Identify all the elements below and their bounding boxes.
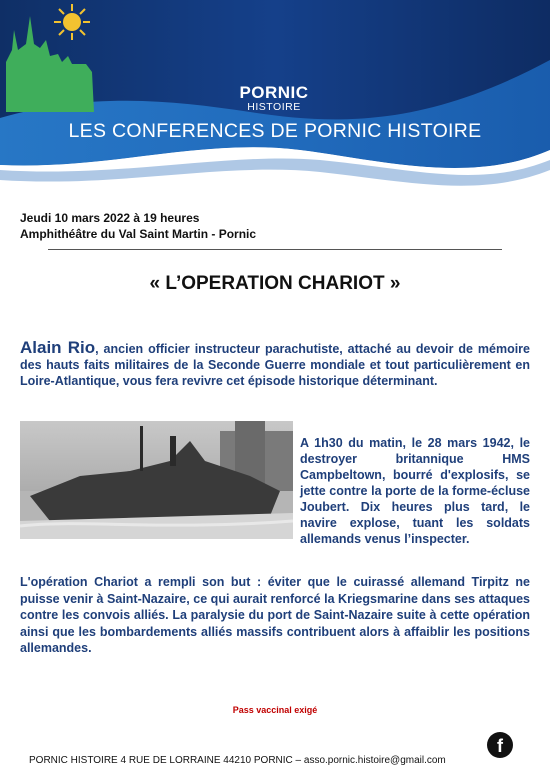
story-paragraph bbox=[20, 435, 530, 547]
divider-line bbox=[48, 249, 502, 250]
pornic-logo bbox=[0, 0, 100, 112]
conference-series-title: LES CONFERENCES DE PORNIC HISTOIRE bbox=[68, 120, 482, 142]
talk-title: « L’OPERATION CHARIOT » bbox=[149, 273, 401, 294]
facebook-icon[interactable]: f bbox=[487, 732, 513, 758]
logo-text bbox=[228, 84, 320, 113]
photo-spacer bbox=[20, 435, 300, 542]
vaccine-pass-notice: Pass vaccinal exigé bbox=[232, 705, 318, 715]
logo-line1: PORNIC bbox=[239, 83, 309, 102]
story-text: A 1h30 du matin, le 28 mars 1942, le destroyer britannique HMS Campbeltown, bourré d'explosifs, se jette contre la porte de la forme-écluse Joubert. Dix heures plus tard, le navire explose, tuant les soldats allemands venus l’inspecter. bbox=[300, 436, 530, 546]
speaker-name: Alain Rio bbox=[20, 338, 96, 357]
logo-line2: HISTOIRE bbox=[247, 101, 301, 113]
sun-icon bbox=[54, 4, 90, 40]
event-info bbox=[20, 210, 256, 242]
event-place: Amphithéâtre du Val Saint Martin - Pornic bbox=[20, 227, 257, 241]
header-banner bbox=[0, 0, 550, 195]
footer-address: PORNIC HISTOIRE 4 RUE DE LORRAINE 44210 PORNIC – asso.pornic.histoire@gmail.com bbox=[29, 755, 446, 766]
outcome-paragraph: L'opération Chariot a rempli son but : éviter que le cuirassé allemand Tirpitz ne puisse venir à Saint-Nazaire, ce qui aurait renforcé la Kriegsmarine dans ses attaques contre les convois alliés. La paralysie du port de Saint-Nazaire suite à cette opération ainsi que les bombardements alliés massifs contribuent alors à affaiblir les positions allemandes. bbox=[20, 575, 530, 655]
intro-paragraph bbox=[20, 340, 530, 389]
event-date: Jeudi 10 mars 2022 à 19 heures bbox=[20, 211, 200, 225]
intro-text: , ancien officier instructeur parachutiste, attaché au devoir de mémoire des hauts faits militaires de la Seconde Guerre mondiale et tout particulièrement en Loire-Atlantique, vous fera revivre cet épisode historique déterminant. bbox=[20, 342, 531, 388]
